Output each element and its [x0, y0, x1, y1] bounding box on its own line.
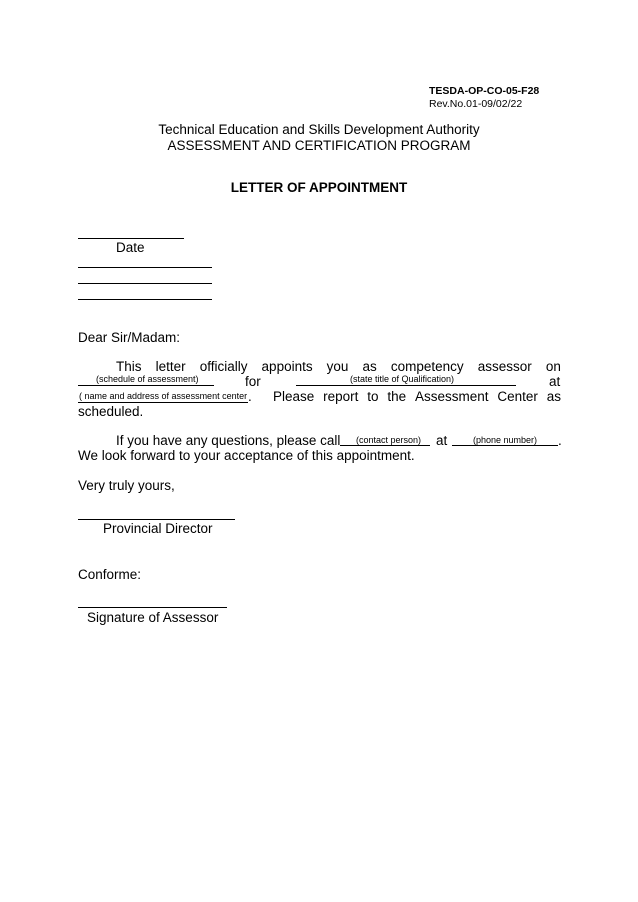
signatory-line	[78, 519, 235, 520]
contact-blank	[340, 445, 430, 446]
p1-word: the	[387, 389, 407, 404]
date-line	[78, 238, 184, 239]
qualification-blank	[296, 385, 516, 386]
assessor-signature-line	[78, 607, 227, 608]
p1-word: to	[367, 389, 379, 404]
paragraph-1-line-3	[273, 389, 561, 405]
addressee-line-1	[78, 267, 212, 268]
schedule-hint: (schedule of assessment)	[96, 374, 199, 384]
center-period: .	[248, 389, 252, 404]
paragraph-2-at: at	[436, 433, 448, 448]
contact-hint: (contact person)	[356, 435, 422, 445]
date-label: Date	[116, 240, 145, 255]
p1-word: as	[546, 389, 561, 404]
paragraph-2-period: .	[558, 433, 562, 448]
qualification-hint: (state title of Qualification)	[350, 374, 455, 384]
signatory-label: Provincial Director	[103, 521, 213, 536]
center-hint: ( name and address of assessment center	[79, 391, 248, 401]
p1-word: competency	[390, 359, 464, 374]
program-name: ASSESSMENT AND CERTIFICATION PROGRAM	[167, 138, 471, 153]
p1-word: Assessment	[414, 389, 489, 404]
revision-number: Rev.No.01-09/02/22	[429, 98, 523, 110]
addressee-line-2	[78, 283, 212, 284]
p1-word: as	[362, 359, 377, 374]
letter-title: LETTER OF APPOINTMENT	[230, 180, 408, 195]
schedule-blank	[78, 385, 214, 386]
assessor-label: Signature of Assessor	[87, 610, 219, 625]
p1-word: assessor	[477, 359, 532, 374]
p1-word: appoints	[261, 359, 313, 374]
paragraph-1-line-1	[116, 359, 561, 375]
p1-word: report	[323, 389, 359, 404]
p1-word: Center	[497, 389, 538, 404]
paragraph-2-start: If you have any questions, please call	[116, 433, 341, 448]
p1-word: This	[116, 359, 142, 374]
center-blank	[78, 402, 248, 403]
p1-word: Please	[273, 389, 315, 404]
paragraph-2-end: We look forward to your acceptance of this appointment.	[78, 448, 415, 463]
conforme-label: Conforme:	[78, 567, 142, 582]
closing: Very truly yours,	[78, 478, 175, 493]
at-word: at	[549, 374, 561, 389]
p1-word: letter	[155, 359, 186, 374]
for-word: for	[245, 374, 261, 389]
form-code: TESDA-OP-CO-05-F28	[429, 85, 540, 97]
p1-word: officially	[199, 359, 248, 374]
org-name: Technical Education and Skills Development Authority	[158, 122, 480, 137]
phone-hint: (phone number)	[473, 435, 538, 445]
p1-word: on	[545, 359, 561, 374]
phone-blank	[452, 445, 558, 446]
addressee-line-3	[78, 299, 212, 300]
p1-word: you	[326, 359, 349, 374]
salutation: Dear Sir/Madam:	[78, 330, 181, 345]
paragraph-1-end: scheduled.	[78, 404, 144, 419]
